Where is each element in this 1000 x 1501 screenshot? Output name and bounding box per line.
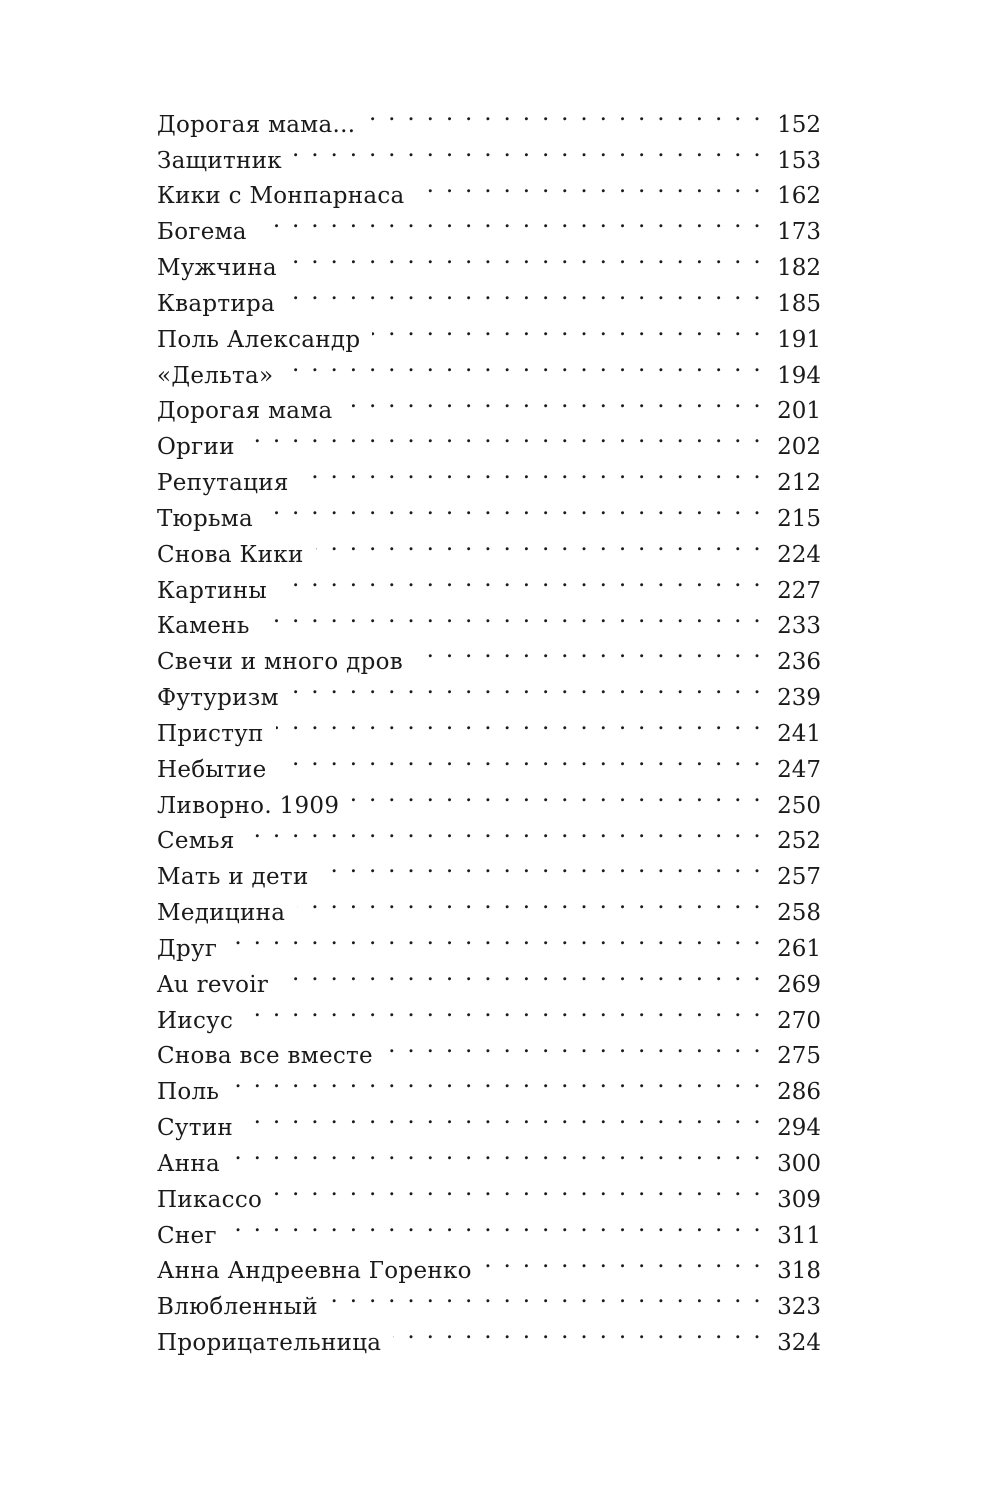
toc-entry-page-number: 300 (777, 1150, 821, 1177)
toc-dot-leader (274, 1171, 763, 1207)
toc-entry-page-number: 224 (777, 541, 821, 568)
toc-entry-page-number: 241 (777, 720, 821, 747)
toc-entry-page-number: 275 (777, 1043, 821, 1070)
toc-entry-page-number: 247 (777, 756, 821, 783)
toc-entry-title: Дорогая мама (157, 398, 333, 425)
toc-entry (157, 1063, 821, 1106)
toc-entry-page-number: 252 (777, 828, 821, 855)
toc-entry-page-number: 182 (777, 255, 821, 282)
toc-entry-page-number: 185 (777, 290, 821, 317)
toc-entry-title: Сутин (157, 1115, 234, 1142)
toc-dot-leader (245, 1099, 763, 1135)
toc-entry-page-number: 257 (777, 864, 821, 891)
toc-dot-leader (259, 203, 763, 239)
toc-entry (157, 1099, 821, 1142)
toc-dot-leader (279, 562, 763, 598)
toc-entry (157, 956, 821, 998)
toc-dot-leader (393, 1314, 763, 1350)
toc-entry-title: Поль (157, 1079, 220, 1106)
toc-entry-page-number: 250 (777, 792, 821, 819)
toc-entry (157, 239, 821, 282)
toc-dot-leader (229, 1207, 763, 1243)
toc-entry-page-number: 202 (777, 434, 821, 461)
toc-entry (157, 526, 821, 568)
toc-entry-page-number: 239 (777, 685, 821, 712)
toc-entry-page-number: 153 (777, 147, 821, 174)
toc-dot-leader (417, 168, 763, 204)
toc-dot-leader (247, 418, 763, 454)
toc-entry-title: Мать и дети (157, 864, 309, 891)
toc-dot-leader (367, 96, 763, 132)
toc-entry-page-number: 194 (777, 362, 821, 389)
toc-entry-title: Приступ (157, 720, 264, 747)
toc-entry (157, 1171, 821, 1213)
toc-entry-title: Квартира (157, 290, 276, 317)
toc-entry (157, 1207, 821, 1249)
toc-entry (157, 454, 821, 497)
toc-entry-page-number: 201 (777, 398, 821, 425)
toc-entry-title: Футуризм (157, 685, 279, 712)
toc-entry-title: Репутация (157, 470, 289, 497)
toc-dot-leader (231, 1063, 763, 1099)
toc-entry-title: Влюбленный (157, 1294, 318, 1321)
toc-entry-page-number: 162 (777, 183, 821, 210)
toc-entry-title: Снег (157, 1222, 217, 1249)
toc-entry-title: Оргии (157, 434, 235, 461)
toc-dot-leader (265, 490, 763, 526)
toc-entry (157, 418, 821, 461)
toc-entry-page-number: 191 (777, 326, 821, 353)
toc-entry-title: Пикассо (157, 1186, 263, 1213)
toc-dot-leader (385, 1028, 763, 1064)
toc-entry-title: Тюрьма (157, 505, 254, 532)
toc-entry-page-number: 236 (777, 649, 821, 676)
toc-entry (157, 96, 821, 138)
toc-dot-leader (285, 347, 763, 383)
toc-dot-leader (316, 526, 763, 562)
toc-entry (157, 848, 821, 891)
toc-entry-page-number: 212 (777, 470, 821, 497)
toc-entry-title: Небытие (157, 756, 267, 783)
toc-entry-page-number: 324 (777, 1329, 821, 1356)
toc-dot-leader (297, 884, 763, 920)
toc-dot-leader (484, 1243, 763, 1279)
toc-dot-leader (276, 705, 763, 741)
toc-entry-title: Анна (157, 1150, 220, 1177)
toc-entry-title: Богема (157, 219, 247, 246)
toc-dot-leader (330, 1278, 763, 1314)
toc-entry (157, 992, 821, 1034)
toc-entry-page-number: 215 (777, 505, 821, 532)
toc-entry (157, 1028, 821, 1070)
toc-entry-title: Поль Александр (157, 326, 361, 353)
toc-entry-page-number: 286 (777, 1079, 821, 1106)
toc-dot-leader (301, 454, 763, 490)
toc-entry-title: Медицина (157, 900, 286, 927)
toc-entry-title: Семья (157, 828, 235, 855)
toc-entry-title: Друг (157, 935, 218, 962)
toc-dot-leader (287, 275, 763, 311)
toc-dot-leader (415, 633, 763, 669)
toc-dot-leader (294, 132, 763, 168)
toc-dot-leader (351, 777, 763, 813)
toc-entry-title: «Дельта» (157, 362, 274, 389)
toc-entry-page-number: 227 (777, 577, 821, 604)
toc-dot-leader (247, 813, 763, 849)
table-of-contents (157, 96, 821, 1356)
toc-dot-leader (229, 920, 763, 956)
toc-entry (157, 1243, 821, 1285)
toc-dot-leader (232, 1135, 763, 1171)
toc-entry-title: Анна Андреевна Горенко (157, 1258, 472, 1285)
toc-entry-title: Защитник (157, 147, 282, 174)
toc-dot-leader (321, 848, 763, 884)
toc-entry-title: Мужчина (157, 255, 277, 282)
toc-entry-title: Снова Кики (157, 541, 304, 568)
toc-entry (157, 1135, 821, 1177)
toc-entry-page-number: 309 (777, 1186, 821, 1213)
toc-dot-leader (289, 239, 763, 275)
toc-entry-title: Свечи и много дров (157, 649, 404, 676)
toc-entry-title: Au revoir (157, 971, 269, 998)
toc-entry-title: Кики с Монпарнаса (157, 183, 405, 210)
toc-entry-page-number: 261 (777, 935, 821, 962)
toc-entry-page-number: 233 (777, 613, 821, 640)
toc-entry-page-number: 311 (777, 1222, 821, 1249)
toc-entry-page-number: 152 (777, 111, 821, 138)
toc-dot-leader (245, 992, 763, 1028)
toc-entry-page-number: 294 (777, 1115, 821, 1142)
toc-entry-title: Снова все вместе (157, 1043, 373, 1070)
toc-dot-leader (279, 741, 763, 777)
toc-entry-title: Картины (157, 577, 268, 604)
toc-entry-title: Ливорно. 1909 (157, 792, 340, 819)
toc-entry-page-number: 318 (777, 1258, 821, 1285)
toc-entry-page-number: 173 (777, 219, 821, 246)
toc-dot-leader (291, 669, 763, 705)
toc-entry-title: Камень (157, 613, 250, 640)
toc-entry-page-number: 269 (777, 971, 821, 998)
toc-dot-leader (280, 956, 763, 992)
toc-entry-page-number: 270 (777, 1007, 821, 1034)
toc-dot-leader (262, 598, 763, 634)
toc-entry-title: Иисус (157, 1007, 234, 1034)
toc-entry-page-number: 323 (777, 1294, 821, 1321)
toc-entry (157, 633, 821, 676)
toc-entry-page-number: 258 (777, 900, 821, 927)
toc-entry-title: Дорогая мама... (157, 111, 356, 138)
toc-dot-leader (345, 383, 763, 419)
toc-dot-leader (372, 311, 763, 347)
toc-entry (157, 920, 821, 962)
toc-entry (157, 813, 821, 855)
toc-entry-title: Прорицательница (157, 1329, 382, 1356)
